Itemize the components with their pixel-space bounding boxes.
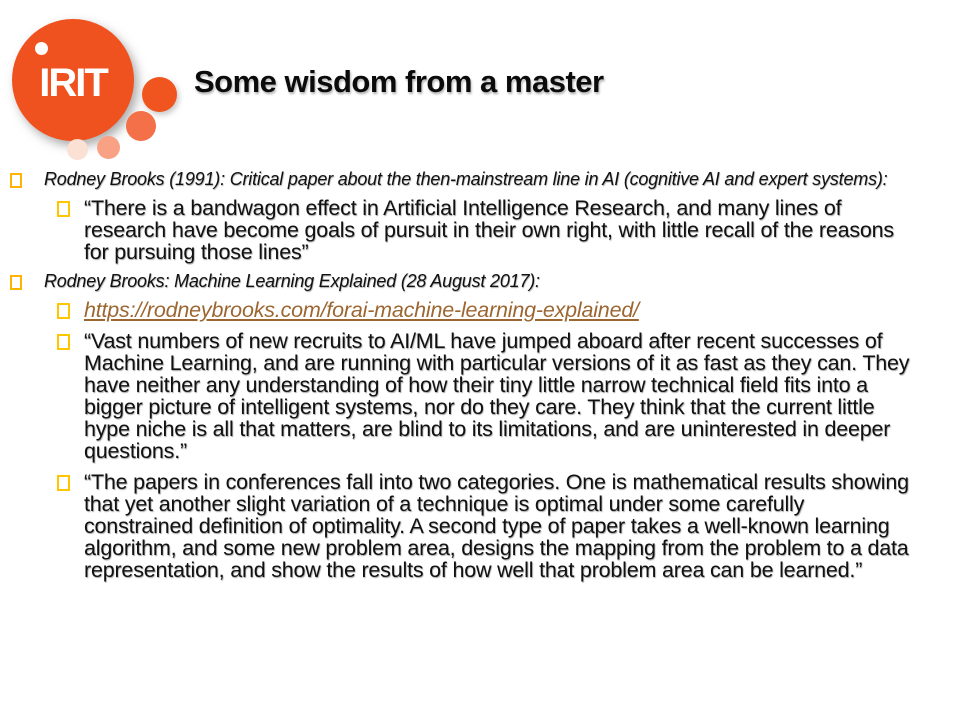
list-item-level1: [10, 272, 960, 290]
quote-text: “Vast numbers of new recruits to AI/ML have jumped aboard after recent successes of Machine Learning, and are running with particular versions of it as fast as they can. They have neither any understanding of how their tiny little narrow technical field fits into a bigger picture of intelligent systems, nor do they care. They think that the current little hype niche is all that matters, are blind to its limitations, and are uninterested in deeper questions.”: [84, 329, 910, 463]
list-item-level2: [57, 299, 960, 321]
brooks-article-link[interactable]: https://rodneybrooks.com/forai-machine-learning-explained/: [84, 298, 639, 322]
list-item-text: Rodney Brooks: Machine Learning Explained (28 August 2017):: [44, 271, 540, 291]
link-line: [84, 299, 916, 321]
irit-logo: [0, 0, 200, 180]
logo-text: IRIT: [39, 61, 107, 105]
list-item-text: Rodney Brooks (1991): Critical paper about the then-mainstream line in AI (cognitive AI and expert systems):: [44, 169, 888, 189]
quote-text: “The papers in conferences fall into two categories. One is mathematical results showing that yet another slight variation of a technique is optimal under some carefully constrained definition of optimality. A second type of paper takes a well-known learning algorithm, and some new problem area, designs the mapping from the problem to a data representation, and show the results of how well that problem area can be learned.”: [84, 470, 909, 582]
list-item-level2: [57, 197, 960, 263]
logo-trail-dot-1: [142, 77, 177, 112]
logo-i-dot: [35, 42, 48, 55]
list-item-level1: [10, 170, 960, 188]
bullet-square-icon: [10, 173, 22, 188]
bullet-square-icon: [57, 334, 70, 350]
logo-trail-dot-3: [97, 136, 120, 159]
list-item-level2: [57, 330, 960, 462]
list-item-level2: [57, 471, 960, 581]
logo-trail-dot-4: [67, 139, 88, 160]
bullet-square-icon: [57, 201, 70, 217]
bullet-square-icon: [57, 303, 70, 319]
bullet-square-icon: [10, 275, 22, 290]
bullet-square-icon: [57, 475, 70, 491]
page-title: Some wisdom from a master: [194, 64, 604, 99]
slide-content: [0, 170, 960, 590]
quote-text: “There is a bandwagon effect in Artificial Intelligence Research, and many lines of research have become goals of pursuit in their own right, with little recall of the reasons for pursuing those lines”: [84, 196, 894, 264]
logo-trail-dot-2: [126, 111, 156, 141]
logo-circle: [12, 19, 134, 141]
